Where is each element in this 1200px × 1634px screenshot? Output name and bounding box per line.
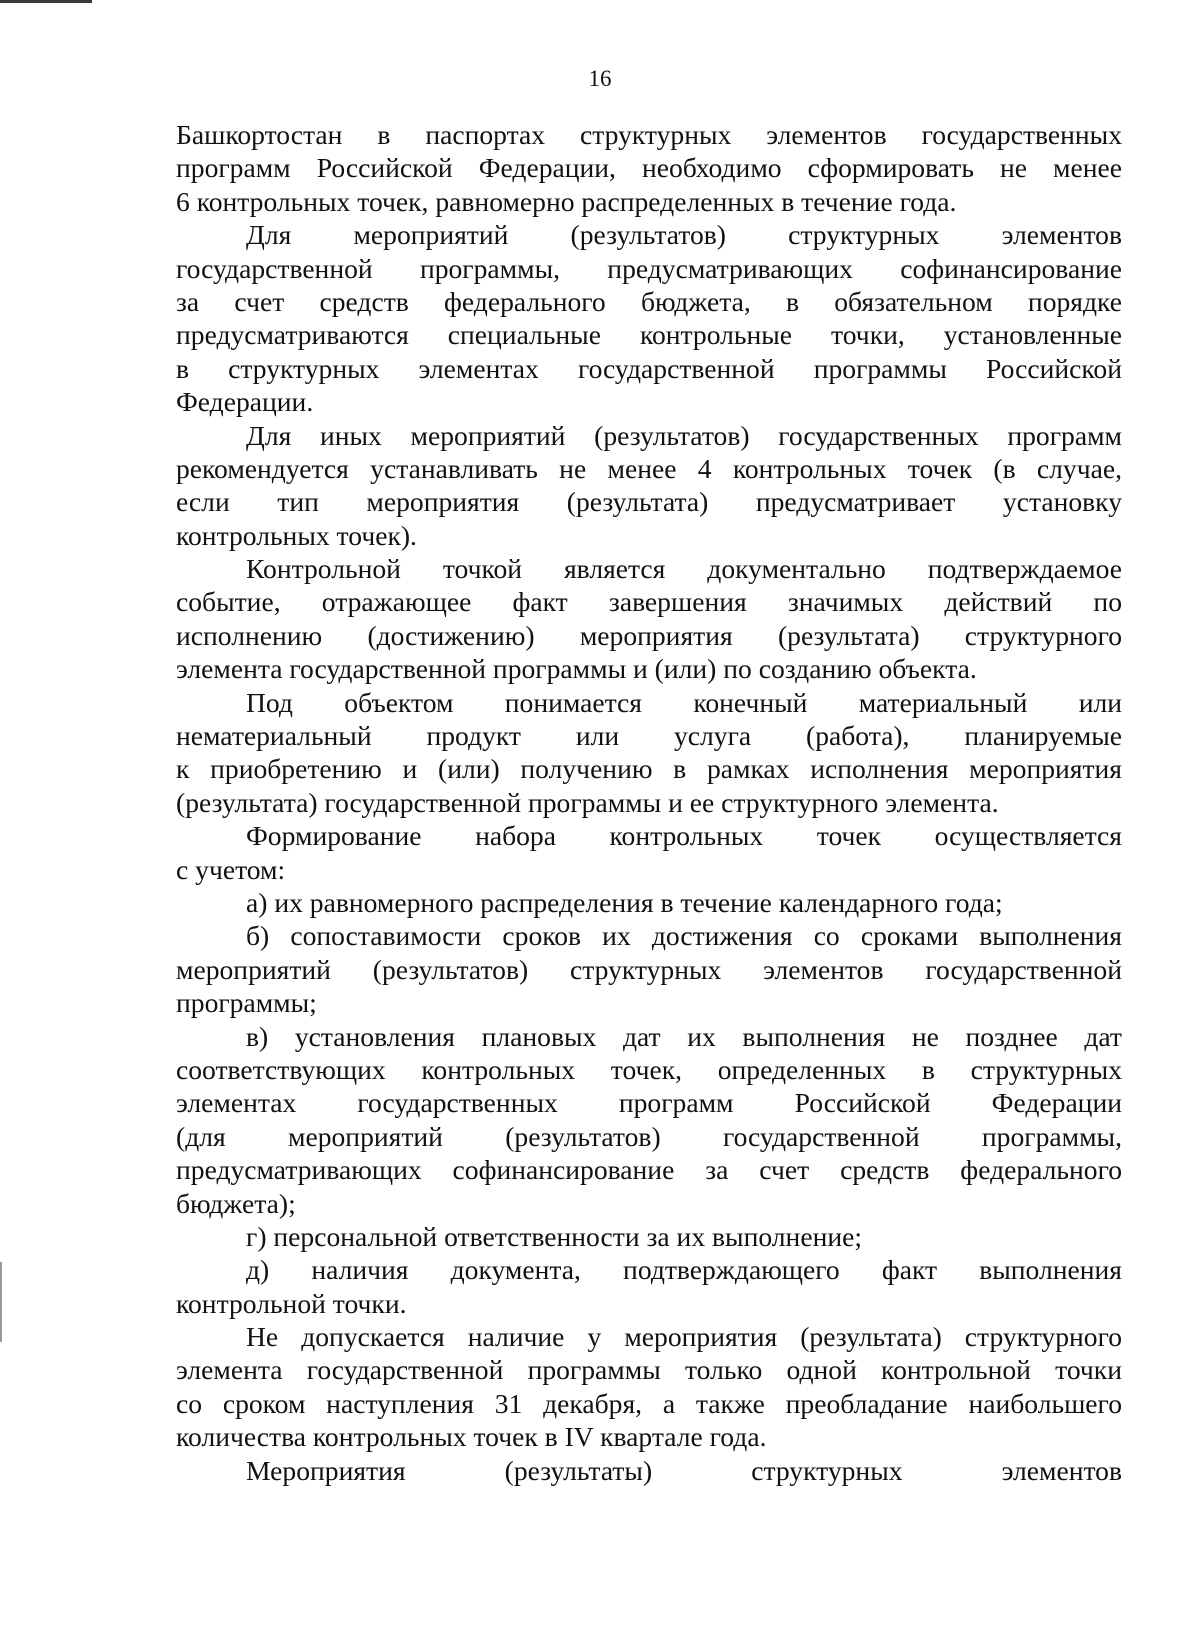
text-line: Формирование набора контрольных точек осуществляется <box>246 820 1122 852</box>
scan-edge-mark <box>0 0 92 3</box>
text-line: с учетом: <box>176 853 286 885</box>
document-body <box>176 118 1122 1487</box>
text-line: нематериальный продукт или услуга (работа), планируемые <box>176 720 1122 752</box>
text-line: контрольных точек). <box>176 519 417 551</box>
text-line: соответствующих контрольных точек, определенных в структурных <box>176 1053 1122 1085</box>
scan-edge-mark-side <box>0 1262 2 1342</box>
text-line: (результата) государственной программы и ее структурного элемента. <box>176 786 999 818</box>
text-line: программ Российской Федерации, необходимо сформировать не менее <box>176 152 1122 184</box>
text-line: количества контрольных точек в IV квартале года. <box>176 1421 767 1453</box>
text-line: Не допускается наличие у мероприятия (результата) структурного <box>246 1321 1122 1353</box>
text-line: Федерации. <box>176 386 314 418</box>
text-line: государственной программы, предусматривающих софинансирование <box>176 252 1122 284</box>
text-line: если тип мероприятия (результата) предусматривает установку <box>176 486 1122 518</box>
text-line: мероприятий (результатов) структурных элементов государственной <box>176 953 1122 985</box>
text-line: д) наличия документа, подтверждающего факт выполнения <box>246 1254 1122 1286</box>
text-line: за счет средств федерального бюджета, в обязательном порядке <box>176 285 1122 317</box>
text-line: Мероприятия (результаты) структурных элементов <box>246 1454 1122 1486</box>
text-line: элемента государственной программы и (или) по созданию объекта. <box>176 653 977 685</box>
page-number: 16 <box>588 66 612 91</box>
text-line: Под объектом понимается конечный материальный или <box>246 686 1122 718</box>
text-line: событие, отражающее факт завершения значимых действий по <box>176 586 1122 618</box>
text-line: элемента государственной программы только одной контрольной точки <box>176 1354 1122 1386</box>
text-line: к приобретению и (или) получению в рамках исполнения мероприятия <box>176 753 1122 785</box>
text-line: (для мероприятий (результатов) государственной программы, <box>176 1120 1122 1152</box>
text-line: г) персональной ответственности за их выполнение; <box>246 1220 863 1252</box>
text-line: в) установления плановых дат их выполнения не позднее дат <box>246 1020 1122 1052</box>
text-line: контрольной точки. <box>176 1287 407 1319</box>
text-line: рекомендуется устанавливать не менее 4 контрольных точек (в случае, <box>176 452 1122 484</box>
text-line: предусматривающих софинансирование за счет средств федерального <box>176 1154 1122 1186</box>
text-line: бюджета); <box>176 1187 296 1219</box>
text-line: Для мероприятий (результатов) структурных элементов <box>246 219 1122 251</box>
text-line: Контрольной точкой является документально подтверждаемое <box>246 553 1122 585</box>
text-line: 6 контрольных точек, равномерно распределенных в течение года. <box>176 185 957 217</box>
text-line: исполнению (достижению) мероприятия (результата) структурного <box>176 619 1122 651</box>
text-line: б) сопоставимости сроков их достижения со сроками выполнения <box>246 920 1122 952</box>
text-line: предусматриваются специальные контрольные точки, установленные <box>176 319 1122 351</box>
text-line: со сроком наступления 31 декабря, а также преобладание наибольшего <box>176 1387 1122 1419</box>
text-line: Башкортостан в паспортах структурных элементов государственных <box>176 119 1122 150</box>
text-line: а) их равномерного распределения в течение календарного года; <box>246 886 1003 918</box>
text-line: Для иных мероприятий (результатов) государственных программ <box>246 419 1122 451</box>
text-line: в структурных элементах государственной программы Российской <box>176 352 1122 384</box>
text-line: программы; <box>176 987 317 1019</box>
text-line: элементах государственных программ Российской Федерации <box>176 1087 1122 1119</box>
